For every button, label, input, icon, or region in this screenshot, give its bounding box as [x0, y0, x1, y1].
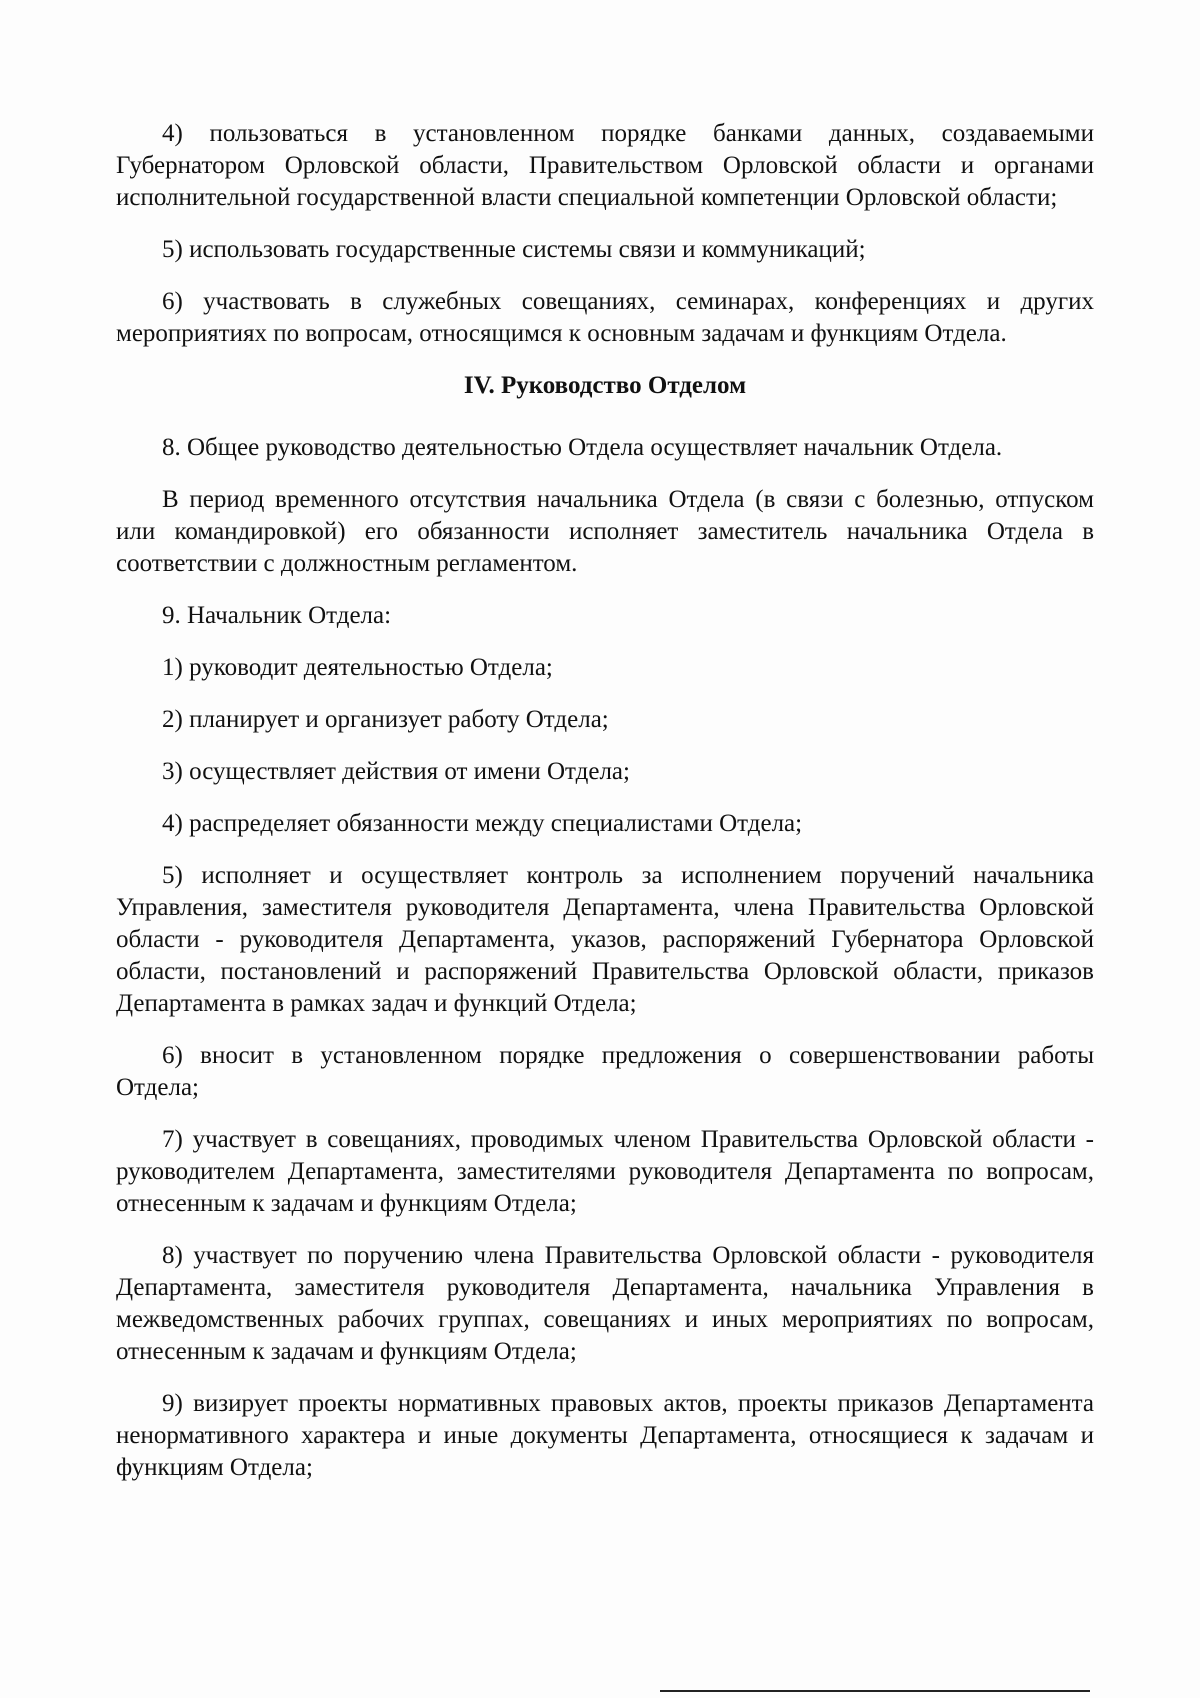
paragraph-item-6: 6) участвовать в служебных совещаниях, семинарах, конференциях и других мероприятиях по вопросам, относящимся к основным задачам и функциям Отдела.: [116, 288, 1094, 347]
paragraph-item-5: 5) использовать государственные системы связи и коммуникаций;: [162, 236, 866, 263]
document-body: [116, 118, 1094, 1504]
paragraph-9: 9. Начальник Отдела:: [162, 602, 392, 629]
paragraph-absence: В период временного отсутствия начальника Отдела (в связи с болезнью, отпуском или командировкой) его обязанности исполняет заместитель начальника Отдела в соответствии с должностным регламентом.: [116, 486, 1094, 577]
paragraph-item-4: 4) пользоваться в установленном порядке банками данных, создаваемыми Губернатором Орловской области, Правительством Орловской области и органами исполнительной государственной власти специальной компетенции Орловской области;: [116, 120, 1094, 211]
footer-rule: [660, 1690, 1090, 1692]
list-item-4: 4) распределяет обязанности между специалистами Отдела;: [162, 810, 803, 837]
paragraph-8: 8. Общее руководство деятельностью Отдела осуществляет начальник Отдела.: [162, 434, 1003, 461]
list-item-3: 3) осуществляет действия от имени Отдела;: [162, 758, 630, 785]
list-item-2: 2) планирует и организует работу Отдела;: [162, 706, 609, 733]
list-item-9: 9) визирует проекты нормативных правовых актов, проекты приказов Департамента ненормативного характера и иные документы Департамента, относящиеся к задачам и функциям Отдела;: [116, 1390, 1094, 1481]
section-heading: IV. Руководство Отделом: [463, 372, 747, 399]
list-item-6: 6) вносит в установленном порядке предложения о совершенствовании работы Отдела;: [116, 1042, 1094, 1101]
list-item-7: 7) участвует в совещаниях, проводимых членом Правительства Орловской области - руководителем Департамента, заместителями руководителя Департамента по вопросам, отнесенным к задачам и функциям Отдела;: [116, 1126, 1094, 1217]
list-item-8: 8) участвует по поручению члена Правительства Орловской области - руководителя Департамента, заместителя руководителя Департамента, начальника Управления в межведомственных рабочих группах, совещаниях и иных мероприятиях по вопросам, отнесенным к задачам и функциям Отдела;: [116, 1242, 1094, 1365]
list-item-1: 1) руководит деятельностью Отдела;: [162, 654, 553, 681]
list-item-5: 5) исполняет и осуществляет контроль за исполнением поручений начальника Управления, заместителя руководителя Департамента, члена Правительства Орловской области - руководителя Департамента, указов, распоряжений Губернатора Орловской области, постановлений и распоряжений Правительства Орловской области, приказов Департамента в рамках задач и функций Отдела;: [116, 862, 1094, 1017]
